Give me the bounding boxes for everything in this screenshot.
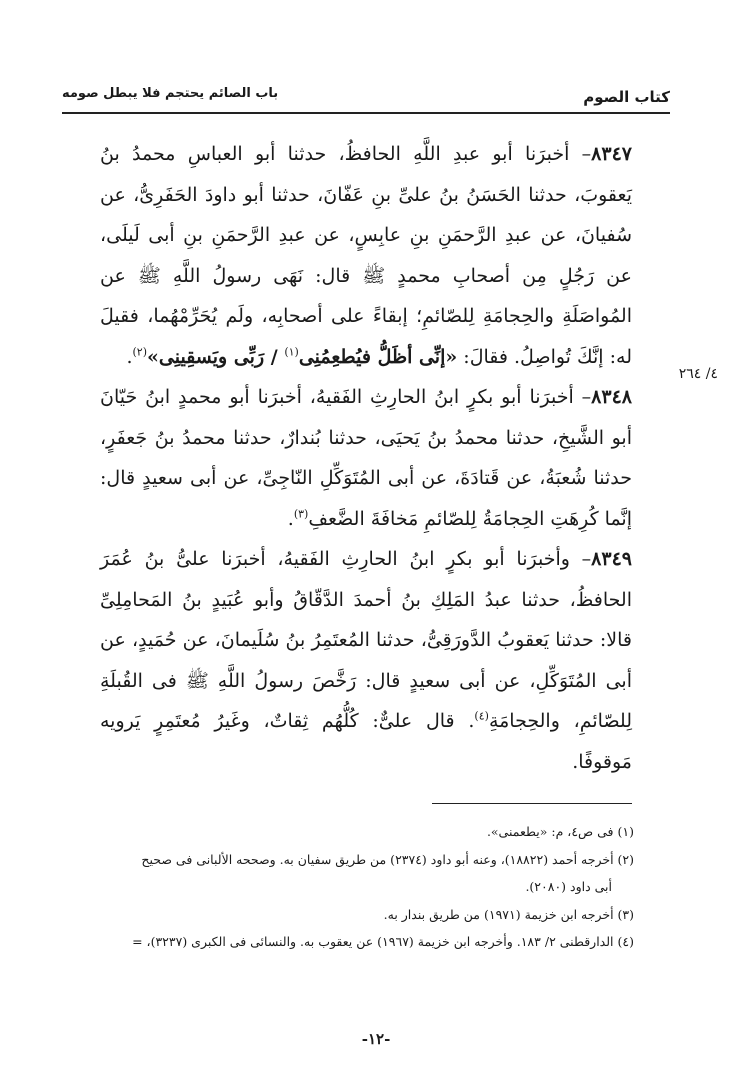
page-number: -١٢- bbox=[361, 1030, 391, 1048]
hadith-number: ٨٣٤٩ bbox=[591, 548, 632, 570]
hadith-number: ٨٣٤٧ bbox=[591, 143, 632, 165]
footnote-ref[interactable]: (١) bbox=[284, 345, 299, 359]
prophetic-quote: / رَبِّى ويَسقِينِى» bbox=[147, 345, 285, 368]
hadith-text: – أخبرَنا أبو عبدِ اللَّهِ الحافظُ، حدثنا أبو العباسِ محمدُ بنُ يَعقوبَ، حدثنا الحَسَنُ بنُ علىِّ بنِ عَفّانَ، حدثنا أبو داودَ الحَفَرِىُّ، عن سُفيانَ، عن عبدِ الرَّحمَنِ بنِ عابِسٍ، عن عبدِ الرَّحمَنِ بنِ أبى لَيلَى، عن رَجُلٍ مِن أصحابِ محمدٍ ﷺ قال: نَهَى رسولُ اللَّهِ ﷺ عن المُواصَلَةِ والحِجامَةِ لِلصّائمِ؛ إبقاءً على أصحابِه، ولَم يُحَرِّمْهُما، فقيلَ له: إنَّكَ تُواصِلُ. فقالَ: bbox=[100, 143, 632, 368]
footnote-ref[interactable]: (٢) bbox=[132, 345, 148, 359]
running-header bbox=[62, 82, 670, 114]
footnotes bbox=[100, 818, 634, 956]
prophetic-quote: «إنِّى أظَلُّ فيُطعِمُنِى bbox=[298, 345, 458, 368]
footnote-ref[interactable]: (٤) bbox=[474, 709, 489, 723]
footnote-ref[interactable]: (٣) bbox=[293, 507, 309, 521]
hadith-8348 bbox=[100, 377, 632, 539]
main-text bbox=[100, 134, 632, 782]
sentence-end: . bbox=[126, 345, 133, 368]
hadith-text: – أخبرَنا أبو بكرٍ ابنُ الحارِثِ الفَقيهُ، أخبرَنا أبو محمدٍ ابنُ حَيّانَ أبو الشَّيخِ، حدثنا محمدُ بنُ يَحيَى، حدثنا بُندارٌ، حدثنا محمدُ بنُ جَعفَرٍ، حدثنا شُعبَةُ، عن قَتادَةَ، عن أبى المُتَوَكِّلِ النّاجِىِّ، عن أبى سعيدٍ قال: إنَّما كُرِهَتِ الحِجامَةُ لِلصّائمِ مَخافَةَ الضَّعفِ bbox=[100, 386, 632, 530]
hadith-8349 bbox=[100, 539, 632, 782]
hadith-number: ٨٣٤٨ bbox=[591, 386, 632, 408]
hadith-text: . قال علىٌّ: كُلُّهُم ثِقاتٌ، وغَيرُ مُعتَمِرٍ يَرويه مَوقوفًا. bbox=[100, 710, 632, 773]
margin-reference: ٤/ ٢٦٤ bbox=[678, 366, 718, 382]
book-title: كتاب الصوم bbox=[583, 88, 670, 106]
footnote: (٣) أخرجه ابن خزيمة (١٩٧١) من طريق بندار به. bbox=[383, 906, 634, 922]
footnote-divider bbox=[432, 803, 632, 804]
hadith-8347 bbox=[100, 134, 632, 377]
footnote: (٢) أخرجه أحمد (١٨٨٢٢)، وعنه أبو داود (٢٣٧٤) من طريق سفيان به. وصححه الألبانى فى صحيح bbox=[141, 851, 634, 867]
chapter-title: باب الصائم يحتجم فلا يبطل صومه bbox=[62, 86, 279, 101]
footnote: (١) فى ص٤، م: «يطعمنى». bbox=[486, 824, 634, 839]
footnote: (٤) الدارقطنى ٢/ ١٨٣. وأخرجه ابن خزيمة (١٩٦٧) عن يعقوب به. والنسائى فى الكبرى (٣٢٣٧)، = bbox=[132, 934, 634, 949]
sentence-end: . bbox=[287, 507, 294, 530]
footnote-continuation: أبى داود (٢٠٨٠). bbox=[525, 879, 612, 894]
hadith-text: – وأخبرَنا أبو بكرٍ ابنُ الحارِثِ الفَقيهُ، أخبرَنا علىُّ بنُ عُمَرَ الحافظُ، حدثنا عبدُ المَلِكِ بنُ أحمدَ الدَّقّاقُ وأبو عُبَيدٍ بنُ المَحامِلِىِّ قالا: حدثنا يَعقوبُ الدَّورَقِىُّ، حدثنا المُعتَمِرُ بنُ سُلَيمانَ، عن حُمَيدٍ، عن أبى المُتَوَكِّلِ، عن أبى سعيدٍ قال: رَخَّصَ رسولُ اللَّهِ ﷺ فى القُبلَةِ لِلصّائمِ، والحِجامَةِ bbox=[100, 548, 632, 732]
